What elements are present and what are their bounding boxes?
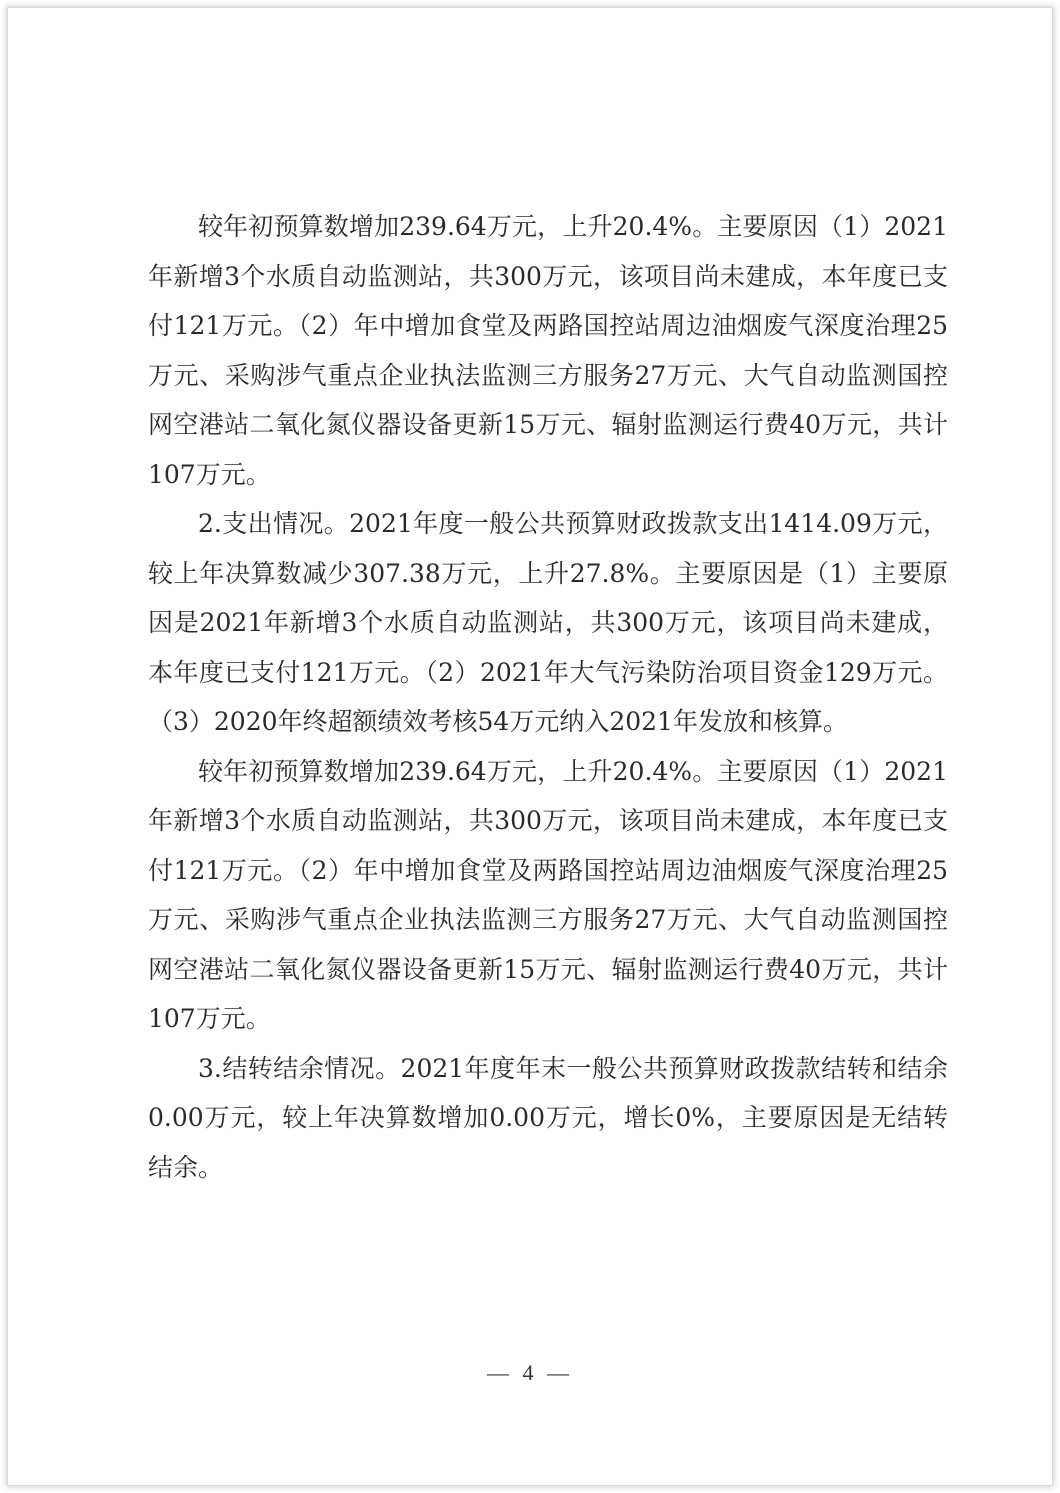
page-number: — 4 — bbox=[487, 1360, 573, 1385]
paragraph-budget-increase-repeat: 较年初预算数增加239.64万元，上升20.4%。主要原因（1）2021年新增3个水质自动监测站，共300万元，该项目尚未建成，本年度已支付121万元。（2）年中增加食堂及两路国控站周边油烟废气深度治理25万元、采购涉气重点企业执法监测三方服务27万元、大气自动监测国控网空港站二氧化氮仪器设备更新15万元、辐射监测运行费40万元，共计107万元。 bbox=[148, 756, 948, 1033]
paragraph-carryover-balance: 3.结转结余情况。2021年度年末一般公共预算财政拨款结转和结余0.00万元，较上年决算数增加0.00万元，增长0%，主要原因是无结转结余。 bbox=[148, 1053, 948, 1182]
paragraph-budget-increase: 较年初预算数增加239.64万元，上升20.4%。主要原因（1）2021年新增3个水质自动监测站，共300万元，该项目尚未建成，本年度已支付121万元。（2）年中增加食堂及两路国控站周边油烟废气深度治理25万元、采购涉气重点企业执法监测三方服务27万元、大气自动监测国控网空港站二氧化氮仪器设备更新15万元、辐射监测运行费40万元，共计107万元。 bbox=[148, 212, 948, 489]
document-page bbox=[8, 8, 1052, 1485]
paragraph-expenditure: 2.支出情况。2021年度一般公共预算财政拨款支出1414.09万元，较上年决算数减少307.38万元，上升27.8%。主要原因是（1）主要原因是2021年新增3个水质自动监测站，共300万元，该项目尚未建成，本年度已支付121万元。（2）2021年大气污染防治项目资金129万元。（3）2020年终超额绩效考核54万元纳入2021年发放和核算。 bbox=[148, 509, 948, 736]
document-body bbox=[148, 202, 948, 1192]
